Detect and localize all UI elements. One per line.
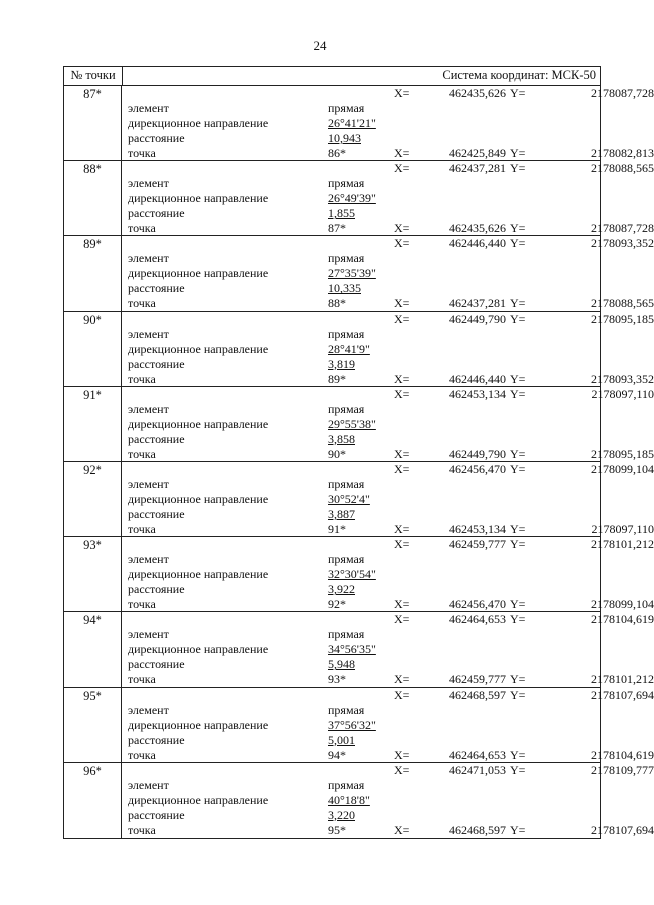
distance-label: расстояние [128, 657, 185, 672]
y-value: 2178088,565 [591, 161, 654, 176]
y-value: 2178095,185 [591, 311, 654, 326]
direction-row [122, 266, 600, 281]
point-coordinates-row [122, 161, 654, 176]
distance-row [122, 657, 600, 672]
distance-row [122, 432, 600, 447]
distance-value: 3,858 [328, 431, 355, 446]
point-number: 90* [64, 312, 122, 386]
y-value: 2178101,212 [591, 537, 654, 552]
y-value: 2178087,728 [591, 86, 654, 100]
y-label: Y= [510, 236, 526, 251]
element-label: элемент [128, 702, 169, 717]
y-value: 2178097,110 [591, 386, 654, 401]
to-x-value: 462437,281 [449, 296, 506, 311]
direction-value: 37°56'32" [328, 717, 376, 732]
y-label: Y= [510, 86, 526, 100]
point-number: 93* [64, 537, 122, 611]
to-point-value: 88* [328, 296, 346, 311]
direction-value: 34°56'35" [328, 642, 376, 657]
point-number: 96* [64, 763, 122, 838]
element-row [122, 101, 600, 116]
x-value: 462464,653 [449, 612, 506, 627]
y-label: Y= [510, 521, 526, 536]
point-number: 91* [64, 387, 122, 461]
distance-label: расстояние [128, 206, 185, 221]
direction-row [122, 567, 600, 582]
point-label: точка [128, 672, 156, 687]
x-label: X= [394, 146, 410, 160]
point-block-89 [64, 236, 654, 311]
point-number: 88* [64, 161, 122, 235]
direction-label: дирекционное направление [128, 266, 269, 281]
y-label: Y= [510, 762, 526, 777]
element-label: элемент [128, 326, 169, 341]
direction-value: 40°18'8" [328, 792, 370, 807]
direction-value: 28°41'9" [328, 341, 370, 356]
page-number: 24 [313, 38, 327, 53]
to-x-value: 462459,777 [449, 672, 506, 687]
point-label: точка [128, 371, 156, 386]
to-x-value: 462446,440 [449, 371, 506, 386]
element-row [122, 627, 600, 642]
distance-value: 10,943 [328, 131, 361, 145]
element-value: прямая [328, 476, 365, 491]
element-row [122, 251, 600, 266]
to-point-row [122, 521, 654, 537]
to-y-value: 2178107,694 [591, 822, 654, 837]
point-number: 95* [64, 688, 122, 762]
point-block-93 [64, 537, 654, 612]
direction-row [122, 342, 600, 357]
x-value: 462453,134 [449, 386, 506, 401]
direction-row [122, 417, 600, 432]
element-label: элемент [128, 777, 169, 792]
point-number: 87* [64, 86, 122, 160]
y-label: Y= [510, 612, 526, 627]
to-point-row [122, 371, 654, 387]
distance-row [122, 808, 600, 823]
y-label: Y= [510, 386, 526, 401]
x-label: X= [394, 747, 410, 762]
to-y-value: 2178095,185 [591, 446, 654, 461]
to-point-value: 87* [328, 221, 346, 236]
direction-row [122, 492, 600, 507]
direction-row [122, 191, 600, 206]
to-y-value: 2178093,352 [591, 371, 654, 386]
element-row [122, 552, 600, 567]
to-point-row [122, 822, 654, 838]
x-label: X= [394, 386, 410, 401]
element-label: элемент [128, 101, 169, 115]
element-value: прямая [328, 326, 365, 341]
to-point-row [122, 672, 654, 687]
x-value: 462446,440 [449, 236, 506, 251]
to-point-value: 86* [328, 146, 346, 160]
distance-value: 5,001 [328, 732, 355, 747]
to-point-value: 95* [328, 822, 346, 837]
coordinates-table [63, 66, 654, 839]
to-y-value: 2178088,565 [591, 296, 654, 311]
x-label: X= [394, 296, 410, 311]
distance-label: расстояние [128, 807, 185, 822]
x-value: 462449,790 [449, 311, 506, 326]
point-coordinates-row [122, 612, 654, 627]
direction-row [122, 718, 600, 733]
point-label: точка [128, 221, 156, 236]
x-value: 462471,053 [449, 762, 506, 777]
direction-value: 26°49'39" [328, 191, 376, 206]
point-block-94 [64, 612, 654, 687]
to-point-row [122, 597, 654, 612]
element-row [122, 327, 600, 342]
to-x-value: 462449,790 [449, 446, 506, 461]
point-number: 92* [64, 462, 122, 536]
point-label: точка [128, 521, 156, 536]
to-point-row [122, 747, 654, 763]
y-label: Y= [510, 747, 526, 762]
point-coordinates-row [122, 762, 654, 778]
distance-label: расстояние [128, 582, 185, 597]
x-value: 462456,470 [449, 461, 506, 476]
x-label: X= [394, 236, 410, 251]
distance-label: расстояние [128, 281, 185, 296]
y-value: 2178104,619 [591, 612, 654, 627]
distance-row [122, 281, 600, 296]
x-label: X= [394, 597, 410, 612]
distance-row [122, 131, 600, 146]
point-coordinates-row [122, 687, 654, 703]
y-label: Y= [510, 221, 526, 236]
x-label: X= [394, 521, 410, 536]
x-label: X= [394, 537, 410, 552]
y-label: Y= [510, 822, 526, 837]
x-label: X= [394, 311, 410, 326]
distance-value: 10,335 [328, 281, 361, 296]
point-block-88 [64, 161, 654, 236]
y-value: 2178093,352 [591, 236, 654, 251]
to-point-row [122, 446, 654, 462]
x-value: 462459,777 [449, 537, 506, 552]
to-x-value: 462456,470 [449, 597, 506, 612]
to-point-row [122, 146, 654, 161]
to-x-value: 462468,597 [449, 822, 506, 837]
direction-row [122, 642, 600, 657]
element-row [122, 778, 600, 793]
direction-label: дирекционное направление [128, 717, 269, 732]
point-coordinates-row [122, 311, 654, 327]
to-point-value: 90* [328, 446, 346, 461]
direction-value: 26°41'21" [328, 116, 376, 130]
direction-value: 30°52'4" [328, 491, 370, 506]
to-point-value: 94* [328, 747, 346, 762]
y-label: Y= [510, 597, 526, 612]
direction-label: дирекционное направление [128, 416, 269, 431]
element-row [122, 402, 600, 417]
to-point-value: 93* [328, 672, 346, 687]
x-label: X= [394, 86, 410, 100]
x-label: X= [394, 687, 410, 702]
element-label: элемент [128, 627, 169, 642]
point-block-96 [64, 762, 654, 838]
point-block-91 [64, 386, 654, 462]
point-label: точка [128, 822, 156, 837]
point-label: точка [128, 296, 156, 311]
x-value: 462435,626 [449, 86, 506, 100]
element-value: прямая [328, 401, 365, 416]
direction-row [122, 116, 600, 131]
to-y-value: 2178087,728 [591, 221, 654, 236]
to-x-value: 462464,653 [449, 747, 506, 762]
direction-value: 27°35'39" [328, 266, 376, 281]
distance-value: 3,819 [328, 356, 355, 371]
x-value: 462468,597 [449, 687, 506, 702]
y-label: Y= [510, 296, 526, 311]
x-value: 462437,281 [449, 161, 506, 176]
distance-row [122, 582, 600, 597]
element-value: прямая [328, 627, 365, 642]
distance-row [122, 206, 600, 221]
distance-label: расстояние [128, 131, 185, 145]
element-row [122, 477, 600, 492]
point-label: точка [128, 597, 156, 612]
element-value: прямая [328, 702, 365, 717]
distance-value: 1,855 [328, 206, 355, 221]
point-number: 89* [64, 236, 122, 310]
distance-value: 3,887 [328, 506, 355, 521]
y-label: Y= [510, 311, 526, 326]
element-row [122, 176, 600, 191]
to-point-value: 89* [328, 371, 346, 386]
to-x-value: 462425,849 [449, 146, 506, 160]
element-row [122, 703, 600, 718]
point-number: 94* [64, 612, 122, 686]
point-coordinates-row [122, 86, 654, 101]
distance-row [122, 733, 600, 748]
direction-value: 29°55'38" [328, 416, 376, 431]
direction-label: дирекционное направление [128, 792, 269, 807]
y-label: Y= [510, 672, 526, 687]
to-point-row [122, 296, 654, 311]
element-label: элемент [128, 176, 169, 191]
y-value: 2178099,104 [591, 461, 654, 476]
to-y-value: 2178097,110 [591, 521, 654, 536]
distance-label: расстояние [128, 356, 185, 371]
y-label: Y= [510, 371, 526, 386]
to-x-value: 462453,134 [449, 521, 506, 536]
distance-label: расстояние [128, 732, 185, 747]
point-coordinates-row [122, 537, 654, 552]
distance-label: расстояние [128, 506, 185, 521]
element-value: прямая [328, 176, 365, 191]
distance-row [122, 357, 600, 372]
to-point-value: 92* [328, 597, 346, 612]
y-label: Y= [510, 461, 526, 476]
direction-label: дирекционное направление [128, 341, 269, 356]
point-block-87 [64, 86, 654, 161]
x-label: X= [394, 612, 410, 627]
x-label: X= [394, 762, 410, 777]
point-label: точка [128, 146, 156, 160]
to-point-row [122, 221, 654, 236]
point-block-92 [64, 461, 654, 537]
direction-label: дирекционное направление [128, 642, 269, 657]
element-label: элемент [128, 552, 169, 567]
element-label: элемент [128, 401, 169, 416]
to-y-value: 2178082,813 [591, 146, 654, 160]
x-label: X= [394, 822, 410, 837]
point-block-95 [64, 687, 654, 763]
point-coordinates-row [122, 236, 654, 251]
point-block-90 [64, 311, 654, 387]
x-label: X= [394, 161, 410, 176]
element-value: прямая [328, 251, 365, 266]
direction-label: дирекционное направление [128, 191, 269, 206]
y-value: 2178109,777 [591, 762, 654, 777]
x-label: X= [394, 221, 410, 236]
x-label: X= [394, 371, 410, 386]
point-column-header: № точки [64, 67, 123, 85]
y-label: Y= [510, 161, 526, 176]
distance-label: расстояние [128, 431, 185, 446]
point-coordinates-row [122, 386, 654, 402]
y-label: Y= [510, 537, 526, 552]
distance-value: 5,948 [328, 657, 355, 672]
element-label: элемент [128, 251, 169, 266]
y-value: 2178107,694 [591, 687, 654, 702]
point-label: точка [128, 446, 156, 461]
x-label: X= [394, 461, 410, 476]
element-label: элемент [128, 476, 169, 491]
distance-value: 3,922 [328, 582, 355, 597]
to-x-value: 462435,626 [449, 221, 506, 236]
direction-label: дирекционное направление [128, 491, 269, 506]
direction-label: дирекционное направление [128, 567, 269, 582]
to-point-value: 91* [328, 521, 346, 536]
x-label: X= [394, 446, 410, 461]
to-y-value: 2178101,212 [591, 672, 654, 687]
distance-value: 3,220 [328, 807, 355, 822]
to-y-value: 2178104,619 [591, 747, 654, 762]
y-label: Y= [510, 687, 526, 702]
y-label: Y= [510, 146, 526, 160]
table-header [64, 67, 600, 86]
element-value: прямая [328, 777, 365, 792]
direction-label: дирекционное направление [128, 116, 269, 130]
direction-row [122, 793, 600, 808]
point-coordinates-row [122, 461, 654, 477]
x-label: X= [394, 672, 410, 687]
coordinate-system-header: Система координат: МСК-50 [442, 68, 596, 82]
element-value: прямая [328, 101, 365, 115]
element-value: прямая [328, 552, 365, 567]
to-y-value: 2178099,104 [591, 597, 654, 612]
point-label: точка [128, 747, 156, 762]
distance-row [122, 507, 600, 522]
direction-value: 32°30'54" [328, 567, 376, 582]
y-label: Y= [510, 446, 526, 461]
